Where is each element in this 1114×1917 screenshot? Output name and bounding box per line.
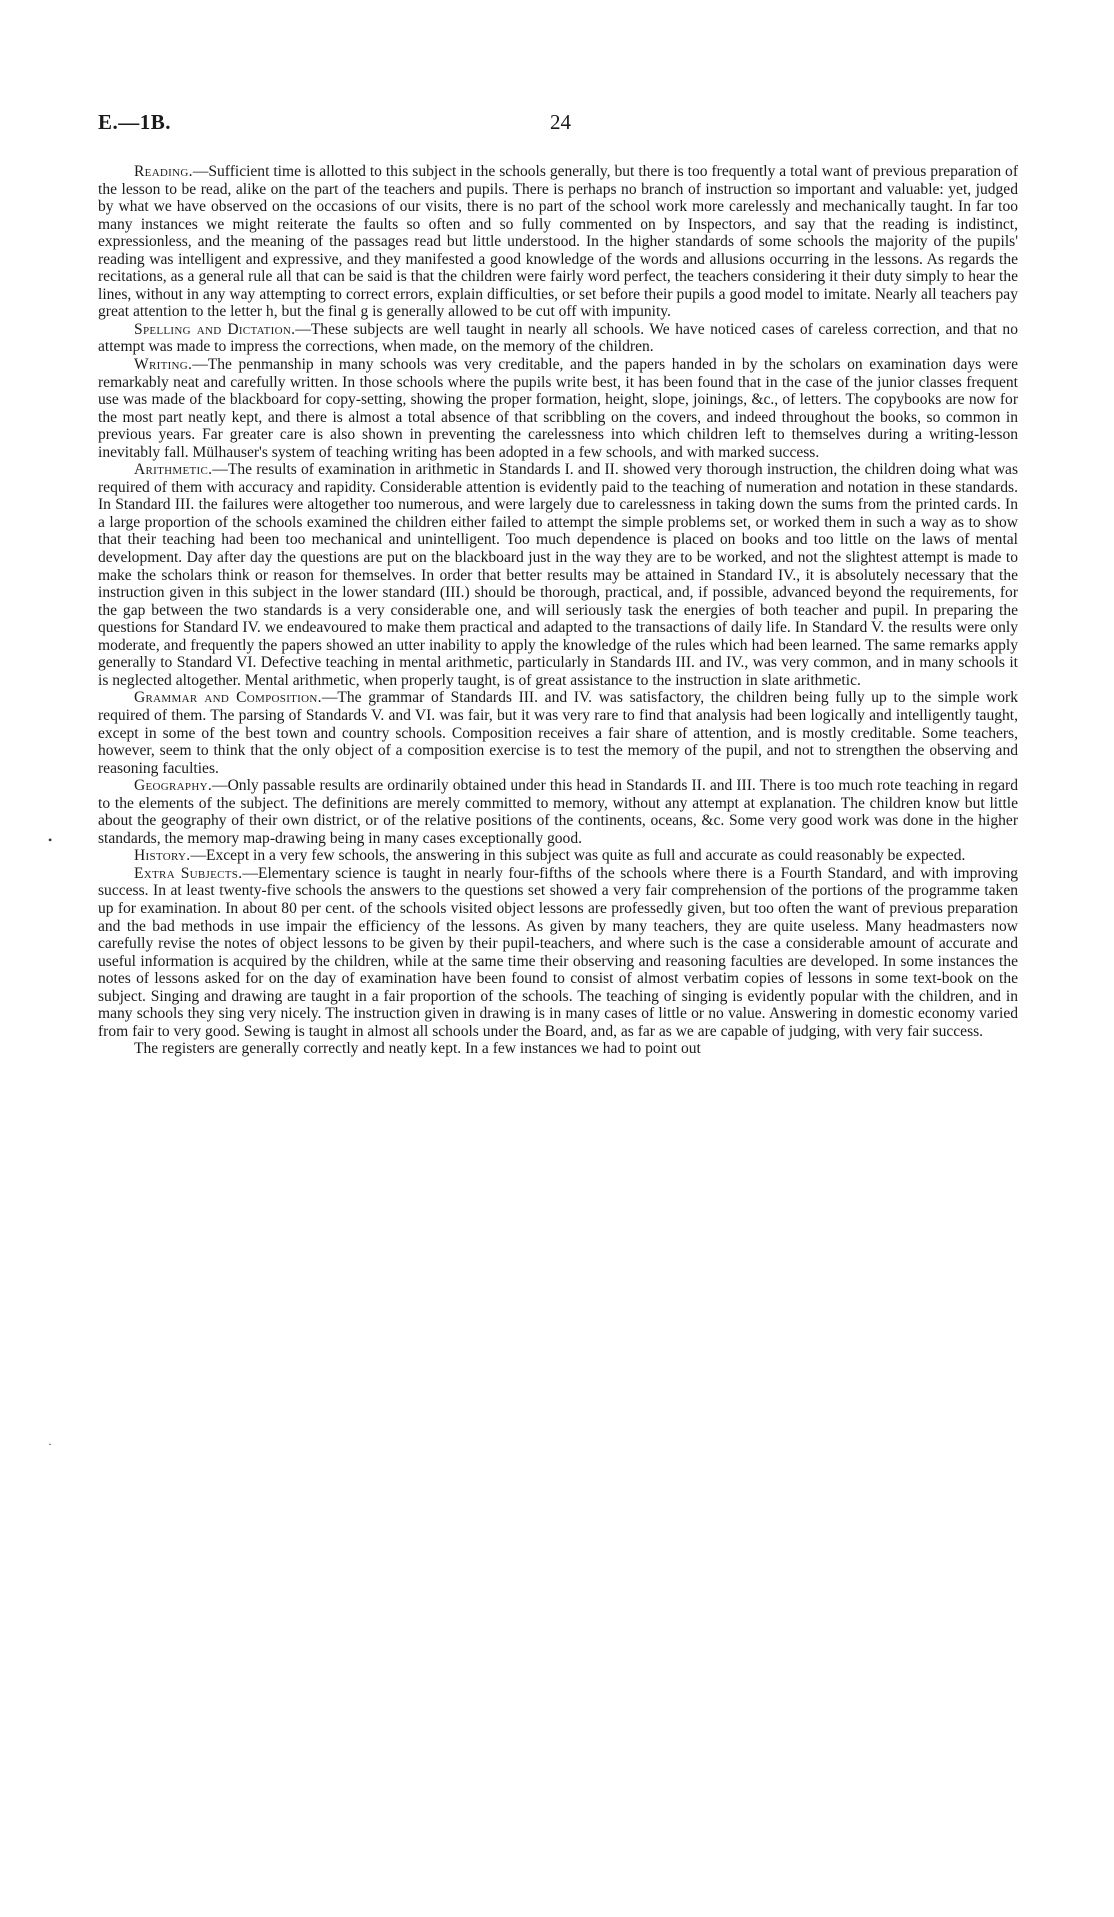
paragraph-text: —These subjects are well taught in nearly all schools. We have noticed cases of careless correction, and that no attempt was made to impress the corrections, when made, on the memory of the children.: [98, 320, 1018, 356]
paragraph-registers: [98, 1040, 1018, 1058]
paragraph-text: The registers are generally correctly and neatly kept. In a few instances we had to point out: [134, 1040, 701, 1058]
paragraph-text: —The grammar of Standards III. and IV. was satisfactory, the children being fully up to the simple work required of them. The parsing of Standards V. and VI. was fair, but it was very rare to find that analysis had been logically and intelligently taught, except in some of the best town and country schools. Composition receives a fair share of attention, and is mostly creditable. Some teachers, however, seem to think that the only object of a composition exercise is to test the memory of the pupil, and not to strengthen the observing and reasoning faculties.: [98, 689, 1018, 777]
paragraph-text: —Elementary science is taught in nearly four-fifths of the schools where there is a Fourth Standard, and with improving success. In at least twenty-five schools the answers to the questions set showed a very fair comprehension of the portions of the programme taken up for examination. In about 80 per cent. of the schools visited object lessons are professedly given, but too often the want of previous preparation and the bad methods in use impair the efficiency of the lessons. As given by many teachers, they are quite useless. Many headmasters now carefully revise the notes of object lessons to be given by their pupil-teachers, and where such is the case a considerable amount of accurate and useful information is acquired by the children, while at the same time their observing and reasoning faculties are developed. In some instances the notes of lessons asked for on the day of examination have been found to consist of almost verbatim copies of lessons in some text-book on the subject. Singing and drawing are taught in a fair proportion of the schools. The teaching of singing is evidently popular with the children, and in many schools they sing very nicely. The instruction given in drawing is in many cases of little or no value. Answering in domestic economy varied from fair to very good. Sewing is taught in almost all schools under the Board, and, as far as we are capable of judging, with very fair success.: [98, 864, 1018, 1040]
paragraph-extra-subjects: [98, 865, 1018, 1040]
paragraph-heading: Extra Subjects.: [134, 864, 243, 882]
report-body: [98, 163, 1018, 1058]
paragraph-reading: [98, 163, 1018, 321]
margin-dot-mark: •: [48, 833, 53, 847]
paragraph-geography: [98, 777, 1018, 847]
paragraph-text: —Except in a very few schools, the answering in this subject was quite as full and accurate as could reasonably be expected.: [190, 847, 966, 865]
paragraph-heading: Grammar and Composition.: [134, 689, 322, 707]
paragraph-writing: [98, 356, 1018, 461]
paragraph-heading: Geography.: [134, 777, 213, 795]
paragraph-text: —Sufficient time is allotted to this subject in the schools generally, but there is too frequently a total want of previous preparation of the lesson to be read, alike on the part of the teachers and pupils. There is perhaps no branch of instruction so important and valuable: yet, judged by what we have observed on the occasions of our visits, there is no part of the school work more carelessly and mechanically taught. In far too many instances we might reiterate the faults so often and so fully commented on by Inspectors, and say that the reading is indistinct, expressionless, and the meaning of the passages read but little understood. In the higher standards of some schools the majority of the pupils' reading was intelligent and expressive, and they manifested a good knowledge of the words and allusions occurring in the lessons. As regards the recitations, as a general rule all that can be said is that the children were fairly word perfect, the teachers considering it their duty simply to hear the lines, without in any way attempting to correct errors, explain difficulties, or set before their pupils a good model to imitate. Nearly all teachers pay great attention to the letter h, but the final g is generally allowed to be cut off with impunity.: [98, 163, 1018, 321]
paragraph-text: —Only passable results are ordinarily obtained under this head in Standards II. and III. There is too much rote teaching in regard to the elements of the subject. The definitions are merely committed to memory, without any attempt at explanation. The children know but little about the geography of their own district, or of the relative positions of the continents, oceans, &c. Some very good work was done in the higher standards, the memory map-drawing being in many cases exceptionally good.: [98, 777, 1018, 847]
paragraph-text: —The penmanship in many schools was very creditable, and the papers handed in by the scholars on examination days were remarkably neat and carefully written. In those schools where the pupils write best, it has been found that in the case of the junior classes frequent use was made of the blackboard for copy-setting, showing the proper formation, height, slope, joinings, &c., of letters. The copybooks are now for the most part neatly kept, and there is almost a total absence of that scribbling on the covers, and indeed throughout the books, so common in previous years. Far greater care is also shown in preventing the carelessness into which children left to themselves during a writing-lesson inevitably fall. Mülhauser's system of teaching writing has been adopted in a few schools, and with marked success.: [98, 356, 1018, 461]
paragraph-text: —The results of examination in arithmetic in Standards I. and II. showed very thorough instruction, the children doing what was required of them with accuracy and rapidity. Considerable attention is evidently paid to the teaching of numeration and notation in these standards. In Standard III. the failures were altogether too numerous, and were largely due to carelessness in taking down the sums from the printed cards. In a large proportion of the schools examined the children either failed to attempt the simple problems set, or worked them in such a way as to show that their teaching had been too mechanical and unintelligent. Too much dependence is placed on books and too little on the laws of mental development. Day after day the questions are put on the blackboard just in the way they are to be worked, and not the slightest attempt is made to make the scholars think or reason for themselves. In order that better results may be attained in Standard IV., it is absolutely necessary that the instruction given in this subject in the lower standard (III.) should be thorough, practical, and, if possible, advanced beyond the requirements, for the gap between the two standards is a very considerable one, and will seriously task the energies of both teacher and pupil. In preparing the questions for Standard IV. we endeavoured to make them practical and adapted to the transactions of daily life. In Standard V. the results were only moderate, and frequently the papers showed an utter inability to apply the knowledge of the rules which had been learned. The same remarks apply generally to Standard VI. Defective teaching in mental arithmetic, particularly in Standards III. and IV., was very common, and in many schools it is neglected altogether. Mental arithmetic, when properly taught, is of great assistance to the instruction in slate arithmetic.: [98, 461, 1018, 689]
paragraph-heading: Reading.: [134, 163, 193, 180]
paragraph-spelling-dictation: [98, 321, 1018, 356]
paragraph-history: [98, 847, 1018, 865]
paragraph-heading: Arithmetic.: [134, 461, 213, 479]
margin-dot-mark: ·: [48, 1437, 52, 1451]
paragraph-grammar-composition: [98, 689, 1018, 777]
page-number: 24: [550, 110, 571, 134]
document-reference: E.—1B.: [98, 110, 172, 134]
page-header: [98, 110, 1018, 140]
paragraph-heading: Writing.: [134, 356, 193, 374]
paragraph-heading: History.: [134, 847, 191, 865]
paragraph-arithmetic: [98, 461, 1018, 689]
paragraph-heading: Spelling and Dictation.: [134, 320, 296, 338]
